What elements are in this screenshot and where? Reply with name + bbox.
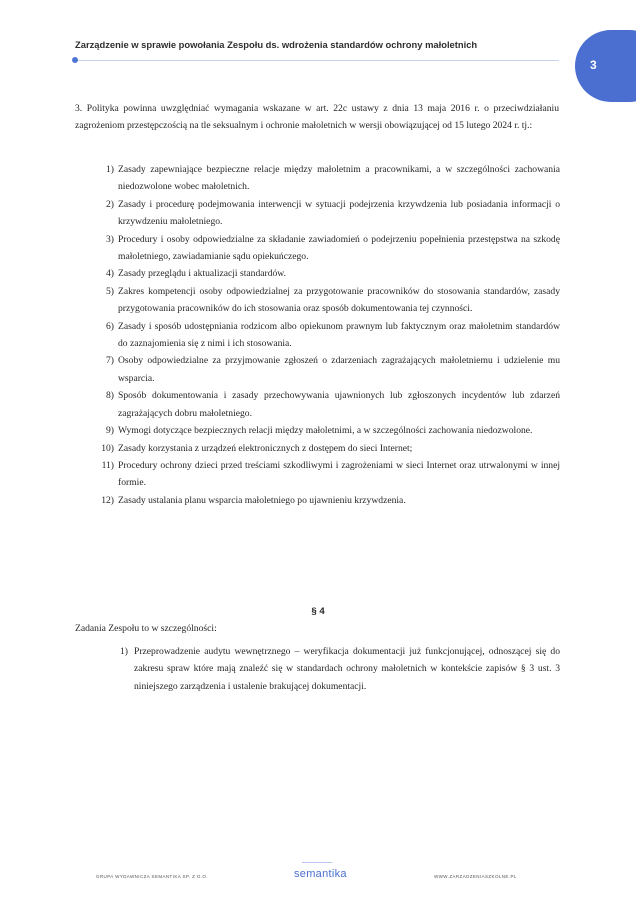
list-item-text: Procedury ochrony dzieci przed treściami szkodliwymi i zagrożeniami w sieci Internet oraz utrwalonymi w innej formie. <box>118 459 560 489</box>
list-item-number: 2) <box>106 198 114 210</box>
list-item-text: Zasady ustalania planu wsparcia małoletniego po ujawnieniu krzywdzenia. <box>118 494 406 506</box>
list-item-number: 12) <box>101 494 114 506</box>
list-item-text: Zasady korzystania z urządzeń elektronicznych z dostępem do sieci Internet; <box>118 442 413 454</box>
list-item-number: 10) <box>101 442 114 454</box>
list-item-number: 4) <box>106 268 114 280</box>
list-item-number: 8) <box>106 390 114 402</box>
page-number-tab <box>575 30 636 102</box>
page-number: 3 <box>590 58 597 72</box>
semantika-logo: semantika <box>294 868 347 880</box>
list-item-text: Zasady i sposób udostępniania rodzicom albo opiekunom prawnym lub faktycznym oraz małoletnim standardów do zaznajomienia się z nimi i ich stosowania. <box>118 320 560 350</box>
header-divider <box>77 60 559 61</box>
list-item-number: 6) <box>106 320 114 332</box>
list-item-text: Sposób dokumentowania i zasady przechowywania ujawnionych lub zgłoszonych incydentów lub zdarzeń zagrażających dobru małoletniego. <box>118 390 560 419</box>
list-item <box>94 283 560 318</box>
list-item-number: 1) <box>106 164 114 175</box>
footer-publisher: GRUPA WYDAWNICZA SEMANTIKA SP. Z O.O. <box>96 874 208 879</box>
list-item-text: Wymogi dotyczące bezpiecznych relacji między małoletnimi, a w szczególności zachowania niedozwolone. <box>118 425 533 437</box>
list-item <box>94 422 560 439</box>
list-item-number: 1) <box>120 646 128 657</box>
list-item <box>94 492 560 509</box>
section-4-heading: § 4 <box>311 606 325 617</box>
list-item-text: Osoby odpowiedzialne za przyjmowanie zgłoszeń o zdarzeniach zagrażających małoletniemu i udzielenie mu wsparcia. <box>118 355 560 384</box>
list-item-text: Zasady przeglądu i aktualizacji standardów. <box>118 268 286 280</box>
list-item <box>94 231 560 266</box>
list-item-text: Przeprowadzenie audytu wewnętrznego – weryfikacja dokumentacji już funkcjonującej, odnoszącej się do zakresu spraw które mają znaleźć się w standardach ochrony małoletnich w kontekście zapisów § 3 ust. 3 niniejszego zarządzenia i ustalenie brakującej dokumentacji. <box>134 646 560 692</box>
policy-requirements-list <box>94 161 560 509</box>
list-item-text: Zakres kompetencji osoby odpowiedzialnej za przygotowanie pracowników do stosowania standardów, zasady przygotowania pracowników do ich stosowania oraz sposób dokumentowania tej czynności. <box>118 285 560 315</box>
list-item <box>94 318 560 353</box>
section-3-intro: 3. Polityka powinna uwzględniać wymagania wskazane w art. 22c ustawy z dnia 13 maja 2016 r. o przeciwdziałaniu zagrożeniom przestępczością na tle seksualnym i ochronie małoletnich w wersji obowiązującej od 15 lutego 2024 r. tj.: <box>75 103 559 131</box>
list-item <box>94 196 560 231</box>
team-tasks-list <box>112 643 560 695</box>
footer-logo-line <box>302 862 332 863</box>
list-item-number: 9) <box>106 425 114 437</box>
list-item-number: 11) <box>101 459 114 471</box>
list-item <box>94 440 560 457</box>
list-item-text: Zasady zapewniające bezpieczne relacje między małoletnim a pracownikami, a w szczególności zachowania niedozwolone wobec małoletnich. <box>118 164 560 193</box>
list-item <box>94 387 560 422</box>
list-item-number: 5) <box>106 285 114 297</box>
list-item <box>94 457 560 492</box>
section-4-title: Zadania Zespołu to w szczególności: <box>75 623 217 634</box>
list-item <box>112 643 560 695</box>
list-item-text: Procedury i osoby odpowiedzialne za składanie zawiadomień o podejrzeniu popełnienia przestępstwa na szkodę małoletniego, zawiadamianie sądu opiekuńczego. <box>118 233 560 263</box>
document-header-title: Zarządzenie w sprawie powołania Zespołu ds. wdrożenia standardów ochrony małoletnich <box>75 39 478 50</box>
list-item <box>94 161 560 196</box>
list-item <box>94 352 560 387</box>
list-item <box>94 265 560 282</box>
list-item-text: Zasady i procedurę podejmowania interwencji w sytuacji podejrzenia krzywdzenia lub posiadania informacji o krzywdzeniu małoletniego. <box>118 198 560 228</box>
list-item-number: 3) <box>106 233 114 245</box>
header-bullet-dot <box>72 57 78 63</box>
footer-website: WWW.ZARZADZENIASZKOLNE.PL <box>434 874 517 879</box>
list-item-number: 7) <box>106 355 114 367</box>
